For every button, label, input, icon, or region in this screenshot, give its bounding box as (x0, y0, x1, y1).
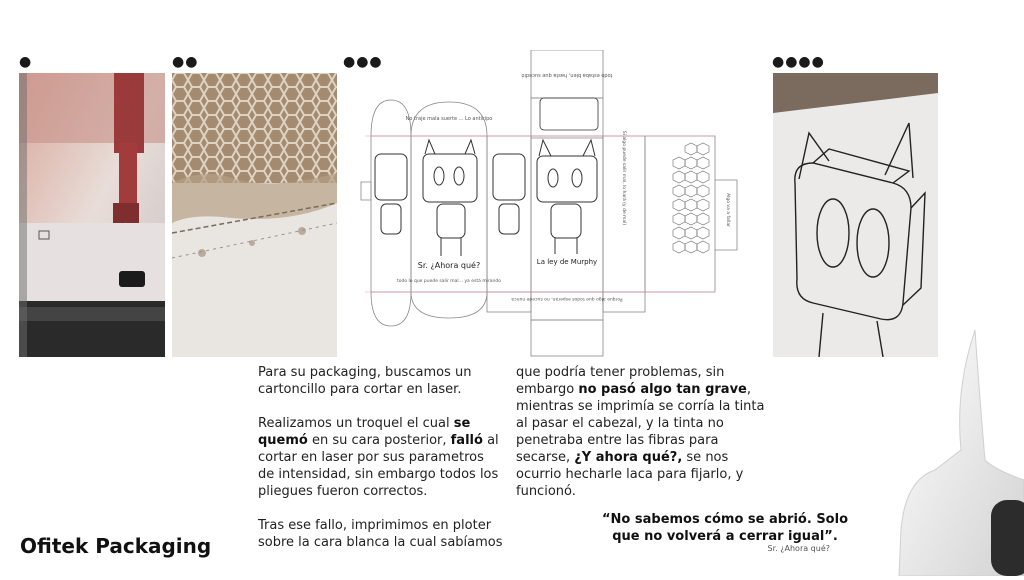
printed-box-photo (773, 73, 938, 357)
robot-figure-1 (423, 140, 477, 256)
paragraph-4: que podría tener problemas, sin embargo no pasó algo tan grave, mientras se imprimía se corría la tinta al pasar el cabezal, y la tinta no penetraba entre las fibras para secarse, ¿Y ahora qué?, se nos ocurrio hecharle laca para fijarlo, y funcionó. (516, 365, 765, 499)
paragraph-2: Realizamos un troquel el cual se quemó en su cara posterior, falló al cortar en laser por sus parametros de intensidad, sin embargo todos los pliegues fueron correctos. (258, 416, 499, 499)
brand-title: Ofitek Packaging (20, 534, 212, 558)
template-panel-a-top: No traje mala suerte ... Lo anticipo (405, 116, 493, 122)
body-text-column-2 (516, 364, 766, 517)
burned-honeycomb-photo (172, 73, 337, 357)
quote-text: “No sabemos cómo se abrió. Solo que no volverá a cerrar igual”. (602, 512, 848, 544)
template-top-flap-text: todo estaba bien, hasta que sucedió (521, 72, 613, 78)
emphasis-fallo: falló (450, 433, 483, 448)
template-side-panel-text: Si algo puede salir mal, lo hará (y de mal) (621, 130, 626, 226)
quote-author: Sr. ¿Ahora qué? (767, 544, 830, 553)
section-marker-2: ●● (172, 54, 199, 70)
emphasis-se-quemo: se quemó (258, 416, 471, 448)
body-text-column-1 (258, 364, 503, 568)
section-marker-1: ● (19, 54, 33, 70)
template-panel-a-bottom: todo lo que puede salir mal... ya está mirando (396, 279, 502, 284)
emphasis-y-ahora-que: ¿Y ahora qué?, (574, 450, 683, 465)
packaging-template-diagram (355, 50, 765, 362)
laser-photo (19, 73, 165, 357)
paragraph-3: Tras ese fallo, imprimimos en ploter sobre la cara blanca la cual sabíamos (258, 518, 503, 550)
section-marker-4: ●●●● (772, 54, 825, 70)
paragraph-1: Para su packaging, buscamos un cartoncillo para cortar en laser. (258, 365, 472, 397)
emphasis-no-paso: no pasó algo tan grave (578, 382, 747, 397)
template-panel-b-bottom: Porque algo que todos esperan, no sucede nunca (511, 296, 623, 301)
template-side-tab-text: Algo va a fallar (725, 193, 730, 227)
section-marker-3: ●●● (343, 54, 383, 70)
template-panel-b-title: La ley de Murphy (536, 258, 598, 266)
template-panel-a-title: Sr. ¿Ahora qué? (417, 261, 481, 270)
robot-mascot-ear (895, 330, 1024, 576)
